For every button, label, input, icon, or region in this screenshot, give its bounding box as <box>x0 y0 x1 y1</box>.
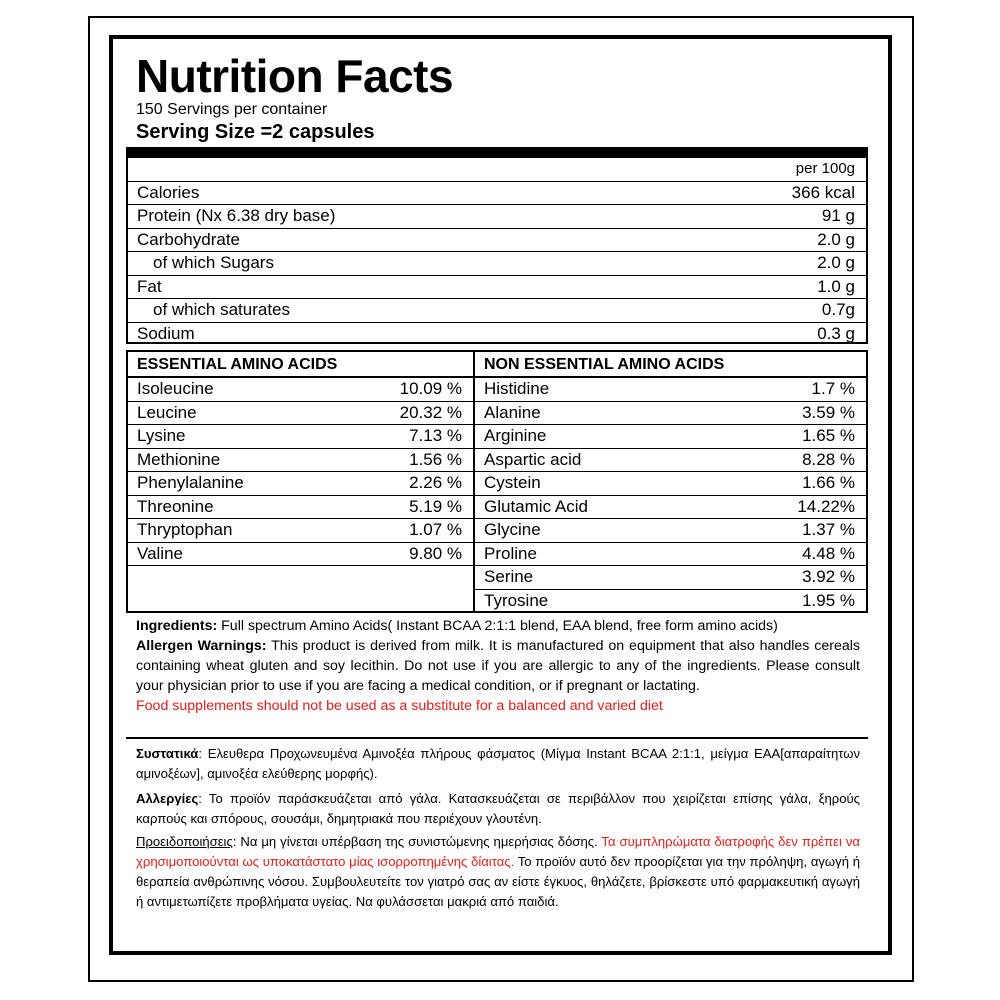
amino-value: 4.48 % <box>802 543 855 563</box>
serving-size: Serving Size =2 capsules <box>136 121 375 143</box>
table-row <box>475 543 866 567</box>
table-row <box>475 519 866 543</box>
amino-value: 20.32 % <box>399 402 462 422</box>
table-row <box>128 543 473 567</box>
table-row <box>128 378 473 402</box>
greek-warnings-red: Τα συμπληρώματα διατροφής δεν πρέπει να χρησιμοποιούνται ως υποκατάστατο μίας ισορροπημένης δίαιτας. <box>136 834 860 869</box>
amino-value: 7.13 % <box>409 426 462 445</box>
non-essential-amino-title: NON ESSENTIAL AMINO ACIDS <box>484 356 725 373</box>
nutrient-value: 1.0 g <box>817 276 855 296</box>
table-row <box>128 449 473 473</box>
allergen-label: Allergen Warnings: <box>136 638 267 654</box>
table-row <box>475 590 866 614</box>
nutrient-label: of which Sugars <box>153 253 274 272</box>
table-row <box>475 425 866 449</box>
nutrient-value: 366 kcal <box>791 182 855 202</box>
nutrition-table <box>126 156 868 344</box>
table-row <box>128 519 473 543</box>
essential-amino-column <box>128 352 473 611</box>
ingredients-paragraph <box>136 616 860 636</box>
amino-value: 1.65 % <box>802 426 855 445</box>
greek-allergens-label: Αλλεργίες <box>136 791 199 806</box>
table-row <box>128 182 866 206</box>
greek-warnings-paragraph <box>136 832 860 912</box>
amino-name: Methionine <box>137 449 221 469</box>
nutrient-value: 91 g <box>821 206 855 225</box>
amino-value: 14.22% <box>797 496 855 516</box>
amino-name: Thryptophan <box>137 520 233 539</box>
non-essential-amino-header <box>475 352 866 378</box>
greek-warnings-rest: Το προϊόν αυτό δεν προορίζεται για την πρόληψη, αγωγή ή θεραπεία ανθρώπινης νόσου. Συμβουλευτείτε τον γιατρό σας αν είστε έγκυος, θηλάζετε, βρίσκεστε υπό φαρμακευτική αγωγή ή αντιμετωπίζετε προβλήματα υγείας. Να φυλάσσεται μακριά από παιδιά. <box>136 854 860 909</box>
non-essential-amino-column <box>475 352 866 611</box>
amino-name: Cystein <box>484 473 541 492</box>
amino-name: Glutamic Acid <box>484 496 588 516</box>
amino-value: 8.28 % <box>802 449 855 469</box>
amino-name: Isoleucine <box>137 379 214 398</box>
amino-name: Serine <box>484 567 534 586</box>
nutrient-value: 2.0 g <box>817 229 855 249</box>
amino-value: 3.92 % <box>802 567 855 586</box>
essential-amino-title: ESSENTIAL AMINO ACIDS <box>137 356 338 373</box>
table-header-row <box>128 158 866 182</box>
amino-value: 10.09 % <box>399 379 462 398</box>
greek-ingredients-paragraph <box>136 744 860 784</box>
servings-per-container: 150 Servings per container <box>136 101 328 118</box>
amino-name: Phenylalanine <box>137 473 244 492</box>
amino-value: 5.19 % <box>409 496 462 516</box>
amino-name: Aspartic acid <box>484 449 582 469</box>
amino-acid-table <box>126 350 868 613</box>
greek-ingredients-label: Συστατικά <box>136 746 199 761</box>
amino-value: 1.37 % <box>802 520 855 539</box>
greek-warnings-label: Προειδοποιήσεις <box>136 834 233 849</box>
greek-warnings-text: : Να μη γίνεται υπέρβαση της συνιστώμενης ημερήσιας δόσης. <box>232 834 602 849</box>
ingredients-text: Full spectrum Amino Acids( Instant BCAA 2:1:1 blend, EAA blend, free form amino acids) <box>217 618 778 634</box>
allergen-paragraph <box>136 636 860 696</box>
nutrient-value: 2.0 g <box>817 253 855 272</box>
nutrient-label: of which saturates <box>153 300 291 319</box>
table-row <box>128 276 866 300</box>
amino-name: Threonine <box>137 496 214 516</box>
table-row <box>128 229 866 253</box>
amino-name: Lysine <box>137 426 186 445</box>
amino-name: Tyrosine <box>484 590 549 610</box>
table-row <box>128 425 473 449</box>
amino-name: Valine <box>137 543 183 563</box>
amino-name: Histidine <box>484 379 550 398</box>
essential-amino-header <box>128 352 473 378</box>
table-row <box>128 496 473 520</box>
amino-name: Glycine <box>484 520 541 539</box>
ingredients-label: Ingredients: <box>136 618 218 634</box>
greek-allergens-text: : Το προϊόν παράσκευάζεται από γάλα. Κατασκευάζεται σε περιβάλλον που χειρίζεται επίσης γάλα, ξηρούς καρπούς και σπόρους, σουσάμι, δημητριακά που περιέχουν γλουτένη. <box>136 791 860 826</box>
amino-value: 2.26 % <box>409 473 462 492</box>
table-row <box>128 205 866 229</box>
table-row <box>128 402 473 426</box>
divider-bar <box>126 147 868 156</box>
nutrient-value: 0.3 g <box>817 323 855 343</box>
nutrient-label: Sodium <box>137 323 195 343</box>
amino-value: 3.59 % <box>802 402 855 422</box>
amino-value: 1.66 % <box>802 473 855 492</box>
table-row <box>128 252 866 276</box>
amino-value: 1.7 % <box>811 379 855 398</box>
table-row <box>475 496 866 520</box>
amino-value: 9.80 % <box>409 543 462 563</box>
amino-name: Alanine <box>484 402 541 422</box>
amino-name: Leucine <box>137 402 197 422</box>
english-info-text <box>136 616 860 716</box>
nutrient-value: 0.7g <box>821 300 855 319</box>
nutrient-label: Fat <box>137 276 162 296</box>
amino-value: 1.95 % <box>802 590 855 610</box>
table-row <box>128 299 866 323</box>
section-divider <box>126 737 868 739</box>
nutrient-label: Calories <box>137 182 200 202</box>
supplement-warning: Food supplements should not be used as a substitute for a balanced and varied diet <box>136 698 663 714</box>
amino-value: 1.07 % <box>409 520 462 539</box>
amino-name: Arginine <box>484 426 547 445</box>
table-row <box>128 472 473 496</box>
nutrient-label: Protein (Nx 6.38 dry base) <box>137 206 336 225</box>
table-row <box>475 566 866 590</box>
allergen-text: This product is derived from milk. It is manufactured on equipment that also handles cereals containing wheat gluten and soy lecithin. Do not use if you are allergic to any of the ingredients. Please consult your physician prior to use if you are facing a medical condition, or if pregnant or lactating. <box>136 638 860 694</box>
amino-name: Proline <box>484 543 537 563</box>
table-row <box>475 378 866 402</box>
greek-ingredients-text: : Ελευθερα Προχωνευμένα Αμινοξέα πλήρους φάσματος (Μίγμα Instant BCAA 2:1:1, μείγμα ΕΑΑ[απαραίτητων αμινοξέων], αμινοξέα ελεύθερης μορφής). <box>136 746 860 781</box>
table-row <box>128 323 866 347</box>
per-100g-header: per 100g <box>795 160 855 177</box>
label-title: Nutrition Facts <box>136 50 454 102</box>
amino-value: 1.56 % <box>409 449 462 469</box>
table-row <box>475 449 866 473</box>
greek-allergens-paragraph <box>136 789 860 829</box>
nutrient-label: Carbohydrate <box>137 229 241 249</box>
table-row <box>475 472 866 496</box>
table-row <box>475 402 866 426</box>
